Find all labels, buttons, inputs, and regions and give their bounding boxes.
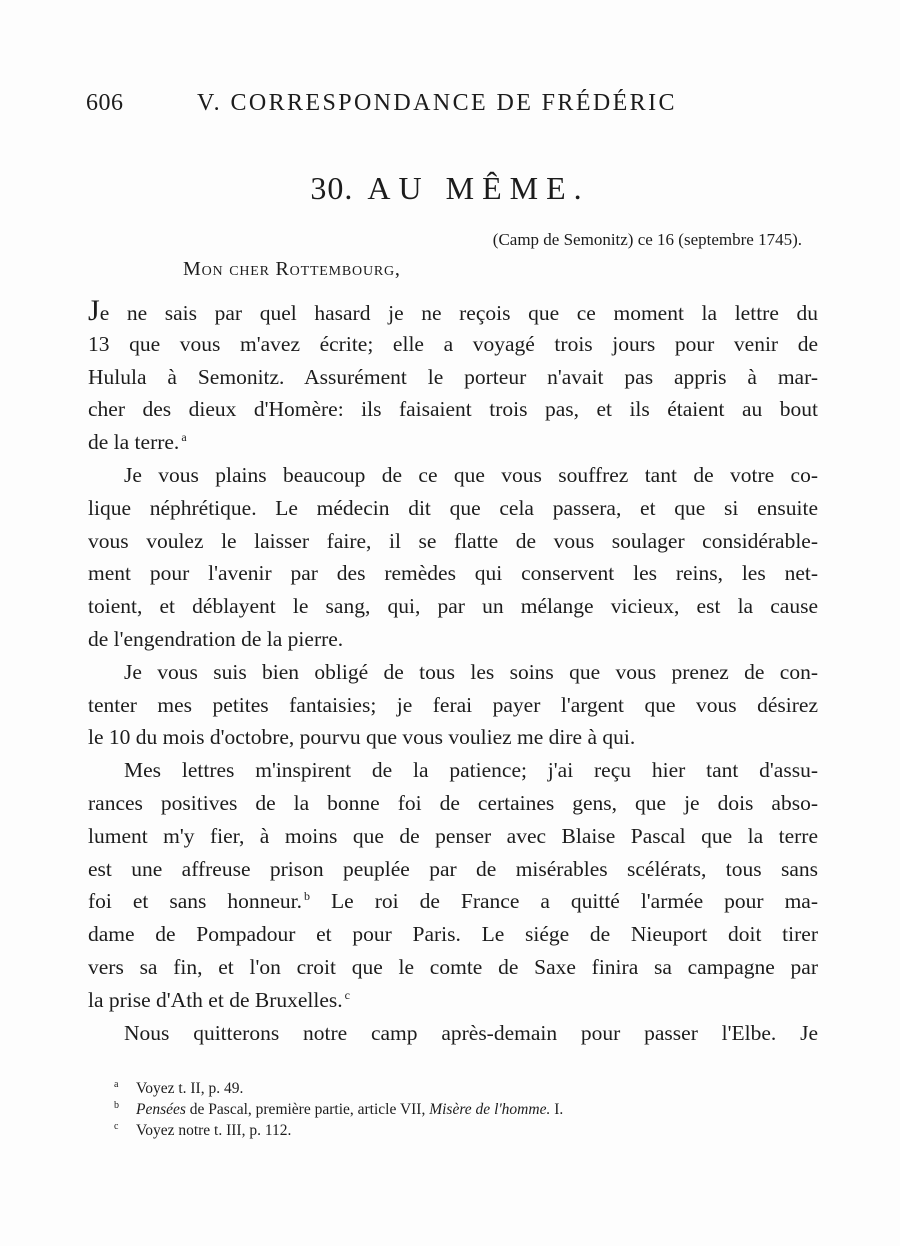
body-line: vous voulez le laisser faire, il se flatte de vous soulager considérable-: [88, 528, 818, 553]
letter-name: AU MÊME.: [367, 170, 590, 206]
dateline: (Camp de Semonitz) ce 16 (septembre 1745).: [492, 230, 802, 249]
body-line: de l'engendration de la pierre.: [88, 626, 344, 651]
footnote-ref-b[interactable]: b: [304, 889, 311, 904]
footnote: b Pensées de Pascal, première partie, article VII, Misère de l'homme. I.: [114, 1099, 564, 1118]
body-line: Mes lettres m'inspirent de la patience; j'ai reçu hier tant d'assu-: [124, 758, 818, 783]
salutation: Mon cher Rottembourg,: [183, 258, 401, 280]
page-number: 606: [86, 90, 124, 116]
letter-body: [88, 295, 818, 1049]
footnote: a Voyez t. II, p. 49.: [114, 1078, 244, 1097]
body-line: toient, et déblayent le sang, qui, par un mélange vicieux, est la cause: [88, 594, 818, 619]
body-line: lique néphrétique. Le médecin dit que cela passera, et que si ensuite: [88, 495, 818, 520]
body-line: de la terre. $^a$: [88, 430, 187, 455]
footnote-ref-c[interactable]: c: [344, 987, 350, 1002]
body-line: rances positives de la bonne foi de certaines gens, que je dois abso-: [88, 790, 818, 815]
body-line: le 10 du mois d'octobre, pourvu que vous vouliez me dire à qui.: [88, 725, 636, 750]
body-line: Je vous plains beaucoup de ce que vous souffrez tant de votre co-: [124, 462, 818, 487]
body-line: Je ne sais par quel hasard je ne reçois que ce moment la lettre du: [88, 294, 818, 327]
body-line: dame de Pompadour et pour Paris. Le siége de Nieuport doit tirer: [88, 922, 818, 947]
body-line: tenter mes petites fantaisies; je ferai payer l'argent que vous désirez: [88, 692, 818, 717]
body-line: vers sa fin, et l'on croit que le comte de Saxe finira sa campagne par: [88, 954, 818, 979]
body-line: foi et sans honneur. $^b$ Le roi de France a quitté l'armée pour ma-: [88, 889, 819, 914]
body-line: est une affreuse prison peuplée par de misérables scélérats, tous sans: [88, 856, 818, 881]
letter-title: [0, 170, 900, 207]
footnotes: [114, 1078, 563, 1141]
running-head: V. CORRESPONDANCE DE FRÉDÉRIC: [197, 90, 677, 116]
drop-cap: J: [88, 294, 100, 327]
letter-number: 30.: [310, 170, 354, 206]
footnote: c Voyez notre t. III, p. 112.: [114, 1120, 292, 1139]
body-line: Nous quitterons notre camp après-demain pour passer l'Elbe. Je: [124, 1020, 818, 1045]
body-line: lument m'y fier, à moins que de penser avec Blaise Pascal que la terre: [88, 823, 818, 848]
footnote-ref-a[interactable]: a: [181, 430, 187, 445]
body-line: Je vous suis bien obligé de tous les soins que vous prenez de con-: [124, 659, 818, 684]
body-line: 13 que vous m'avez écrite; elle a voyagé trois jours pour venir de: [88, 331, 818, 356]
body-line: la prise d'Ath et de Bruxelles. $^c$: [88, 987, 350, 1012]
body-line: ment pour l'avenir par des remèdes qui conservent les reins, les net-: [88, 561, 818, 586]
body-line: cher des dieux d'Homère: ils faisaient trois pas, et ils étaient au bout: [88, 397, 818, 422]
body-line: Hulula à Semonitz. Assurément le porteur n'avait pas appris à mar-: [88, 364, 818, 389]
